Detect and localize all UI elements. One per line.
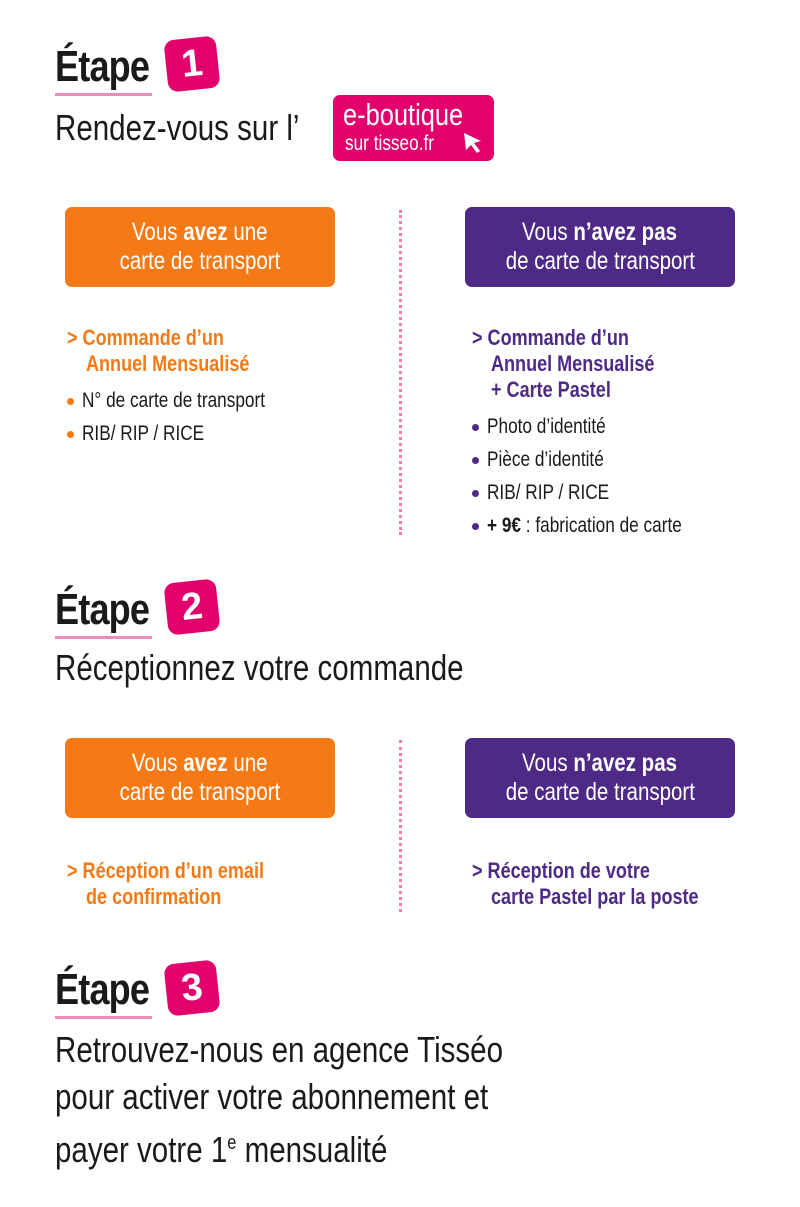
step1-right-list (472, 410, 725, 542)
eboutique-sub (345, 132, 454, 156)
list-item: + 9€ : fabrication de carte (472, 509, 725, 542)
divider (399, 210, 402, 535)
step2-title: Étape (55, 585, 170, 635)
eboutique-link[interactable] (333, 95, 494, 161)
step1-title-text: Étape (55, 42, 150, 91)
step1-left-list (67, 384, 305, 450)
eboutique-line2: sur tisseo.fr (345, 132, 434, 155)
bullet-icon (472, 457, 479, 464)
box-line2: carte de transport (119, 247, 281, 275)
title-underline (55, 93, 152, 96)
bullet-icon (67, 398, 74, 405)
title-underline (55, 1016, 152, 1019)
list-item: Photo d’identité (472, 410, 725, 443)
step1-title (55, 42, 170, 92)
box-line2: de carte de transport (505, 247, 695, 275)
list-item: N° de carte de transport (67, 384, 305, 417)
eboutique-line1: e-boutique (343, 97, 464, 132)
step2-subtitle: Réceptionnez votre commande (55, 647, 464, 688)
divider (399, 740, 402, 912)
has-card-box: Vous avez une carte de transport (65, 738, 335, 818)
step2-right-heading: > Réception de votre carte Pastel par la poste (472, 858, 699, 909)
step1-subtitle-text: Rendez-vous sur l’ (55, 107, 300, 148)
list-item: RIB/ RIP / RICE (472, 476, 725, 509)
step1-right-heading: > Commande d’un Annuel Mensualisé + Carte Pastel (472, 325, 655, 402)
cursor-arrow-icon (461, 131, 485, 155)
list-item: Pièce d’identité (472, 443, 725, 476)
step3-title: Étape (55, 965, 170, 1015)
step2-left-heading: > Réception d’un email de confirmation (67, 858, 264, 909)
step1-left-heading: > Commande d’un Annuel Mensualisé (67, 325, 250, 376)
title-underline (55, 636, 152, 639)
bullet-icon (472, 523, 479, 530)
step3-number-badge: 3 (163, 959, 220, 1016)
bullet-icon (472, 424, 479, 431)
no-card-box: Vous n’avez pas de carte de transport (465, 738, 735, 818)
list-item: RIB/ RIP / RICE (67, 417, 305, 450)
has-card-box: Vous avez une carte de transport (65, 207, 335, 287)
bullet-icon (472, 490, 479, 497)
step2-number-badge: 2 (163, 578, 220, 635)
bullet-icon (67, 431, 74, 438)
step1-subtitle (55, 107, 353, 149)
eboutique-label (343, 97, 490, 133)
step3-text: Retrouvez-nous en agence Tisséo pour activer votre abonnement et payer votre 1e mensualité (55, 1029, 503, 1170)
step1-number-badge: 1 (163, 35, 220, 92)
no-card-box: Vous n’avez pas de carte de transport (465, 207, 735, 287)
